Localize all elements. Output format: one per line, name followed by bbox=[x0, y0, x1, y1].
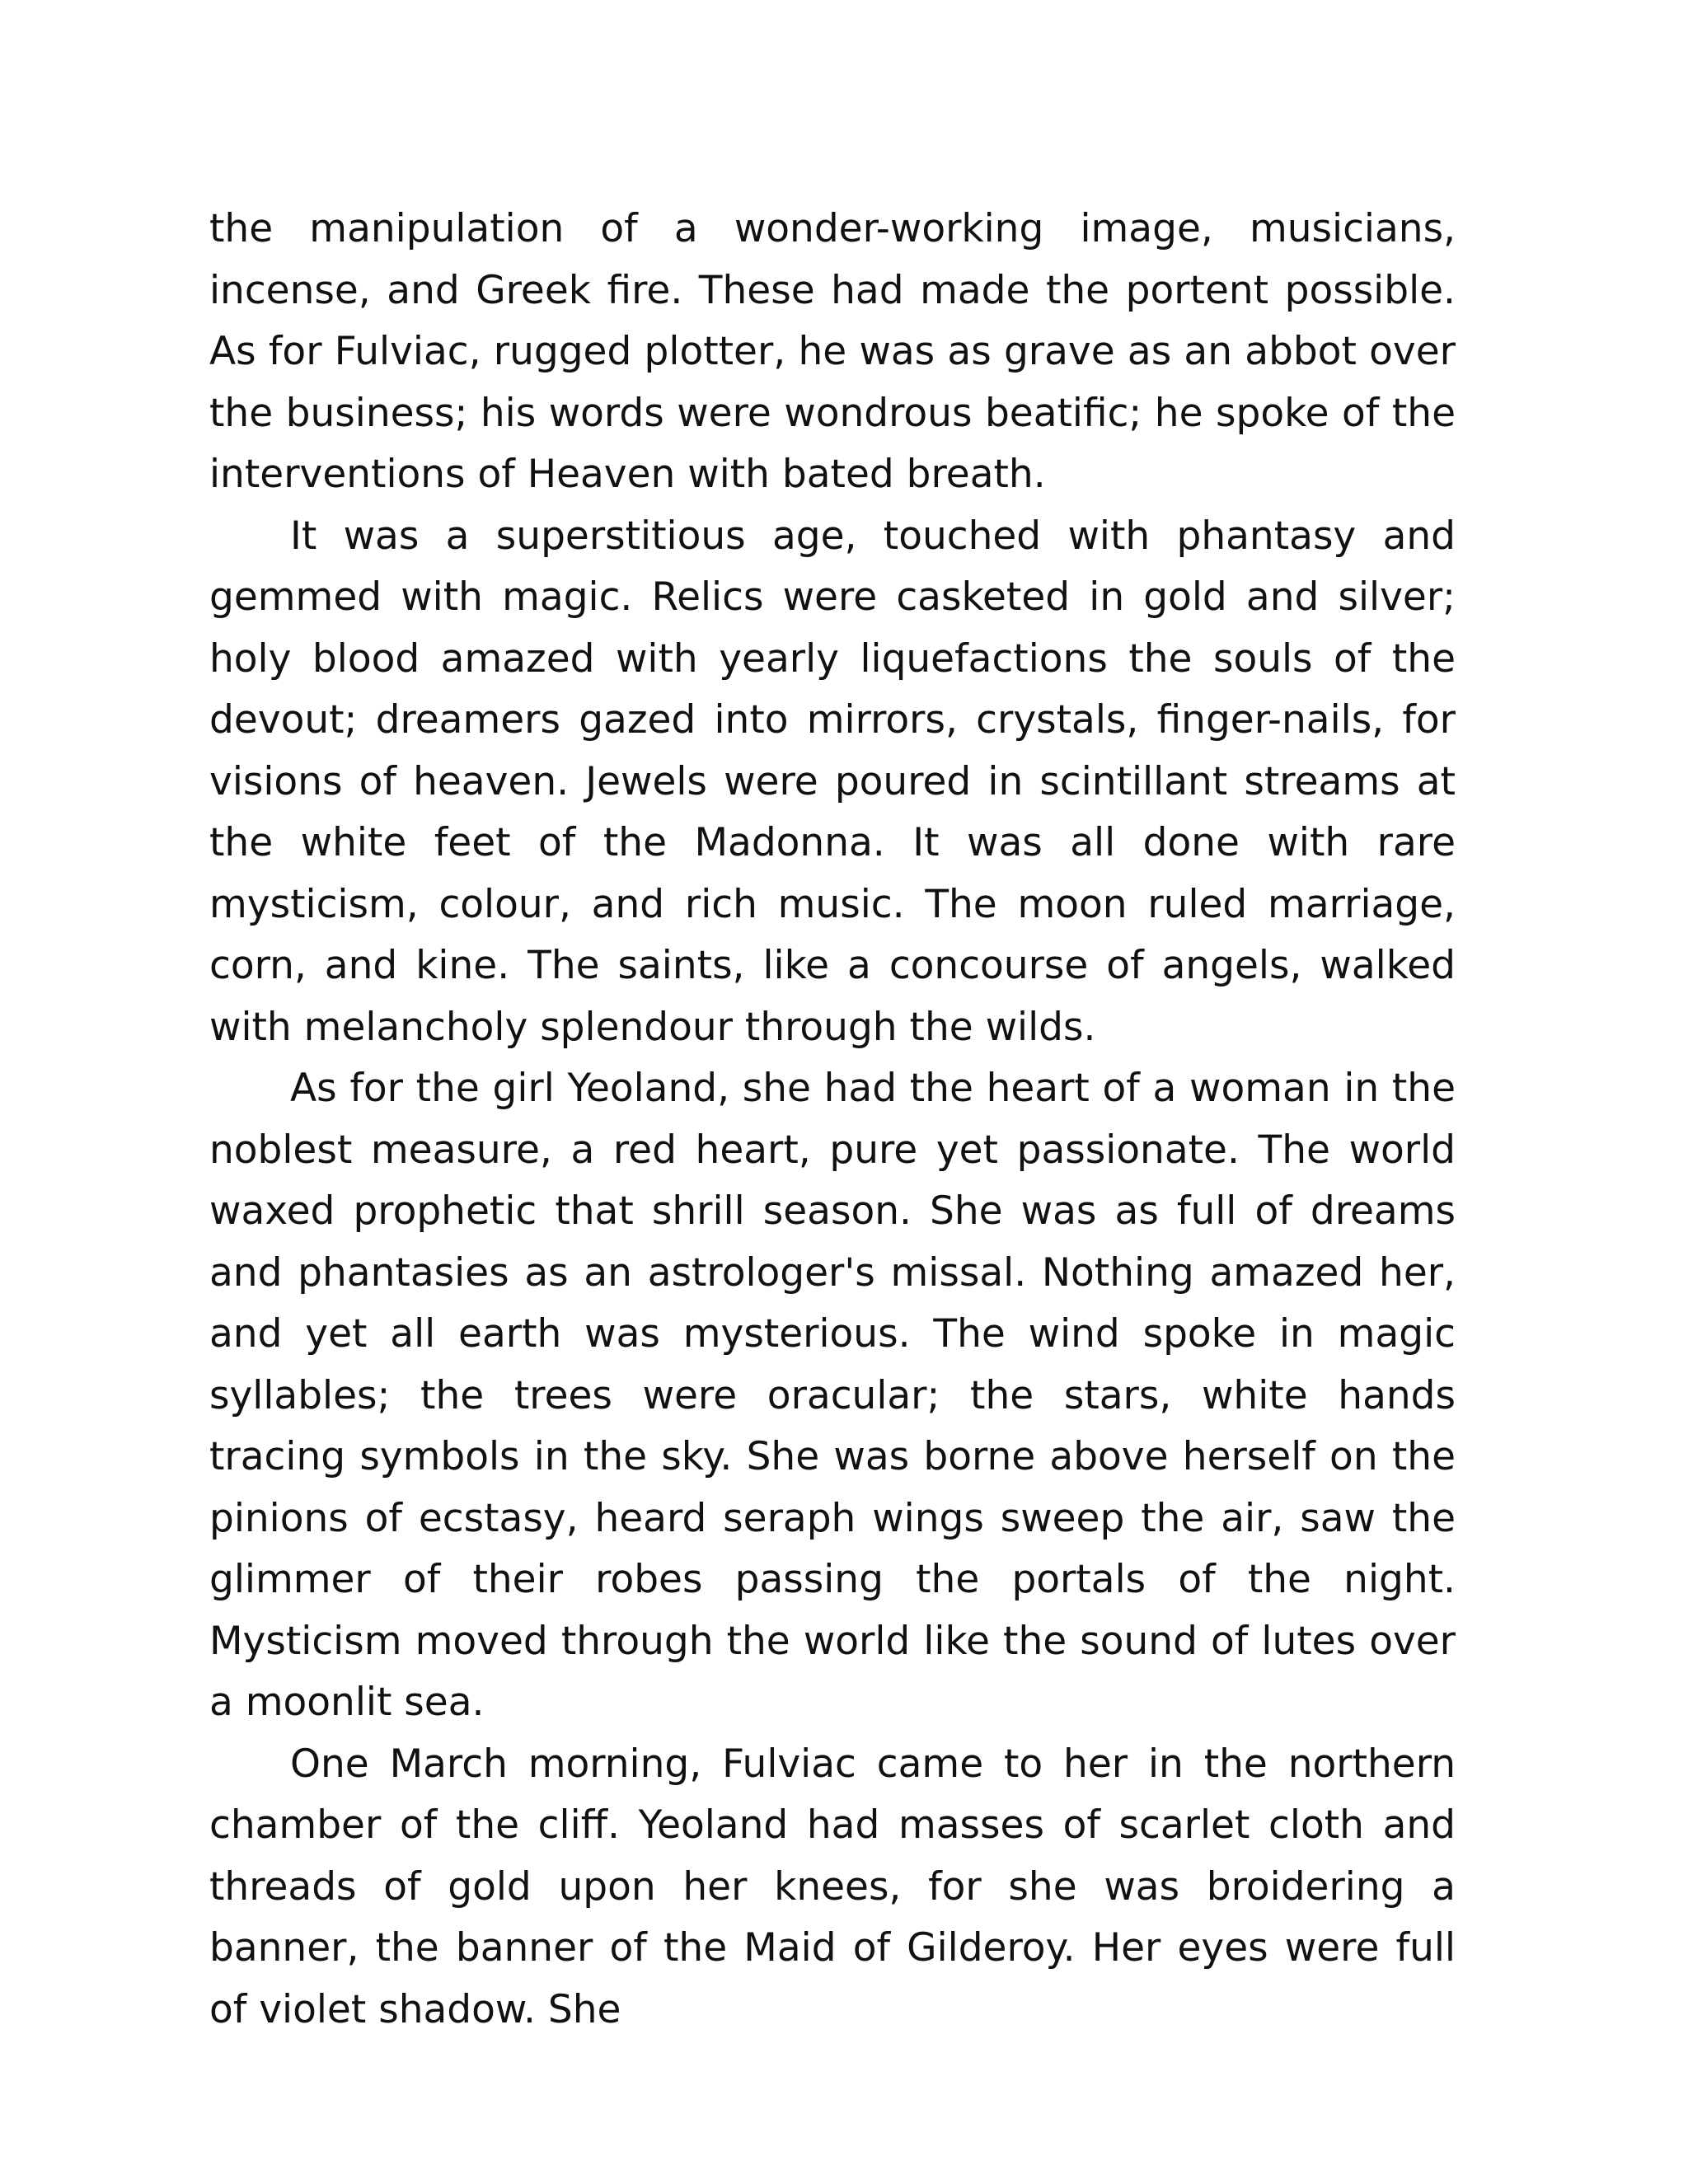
paragraph-4: One March morning, Fulviac came to her in the northern chamber of the cliff. Yeoland had masses of scarlet cloth and threads of gold upon her knees, for she was broidering a banner, the banner of the Maid of Gilderoy. Her eyes were full of violet shadow. She bbox=[209, 1741, 1456, 2032]
paragraph-2: It was a superstitious age, touched with phantasy and gemmed with magic. Relics were casketed in gold and silver; holy blood amazed with yearly liquefactions the souls of the devout; dreamers gazed into mirrors, crystals, finger-nails, for visions of heaven. Jewels were poured in scintillant streams at the white feet of the Madonna. It was all done with rare mysticism, colour, and rich music. The moon ruled marriage, corn, and kine. The saints, like a concourse of angels, walked with melancholy splendour through the wilds. bbox=[209, 513, 1456, 1050]
paragraph-1: the manipulation of a wonder-working image, musicians, incense, and Greek fire. These had made the portent possible. As for Fulviac, rugged plotter, he was as grave as an abbot over the business; his words were wondrous beatific; he spoke of the interventions of Heaven with bated breath. bbox=[209, 206, 1456, 497]
paragraph-3: As for the girl Yeoland, she had the heart of a woman in the noblest measure, a red heart, pure yet passionate. The world waxed prophetic that shrill season. She was as full of dreams and phantasies as an astrologer's missal. Nothing amazed her, and yet all earth was mysterious. The wind spoke in magic syllables; the trees were oracular; the stars, white hands tracing symbols in the sky. She was borne above herself on the pinions of ecstasy, heard seraph wings sweep the air, saw the glimmer of their robes passing the portals of the night. Mysticism moved through the world like the sound of lutes over a moonlit sea. bbox=[209, 1066, 1456, 1725]
body-text bbox=[209, 199, 1456, 2041]
